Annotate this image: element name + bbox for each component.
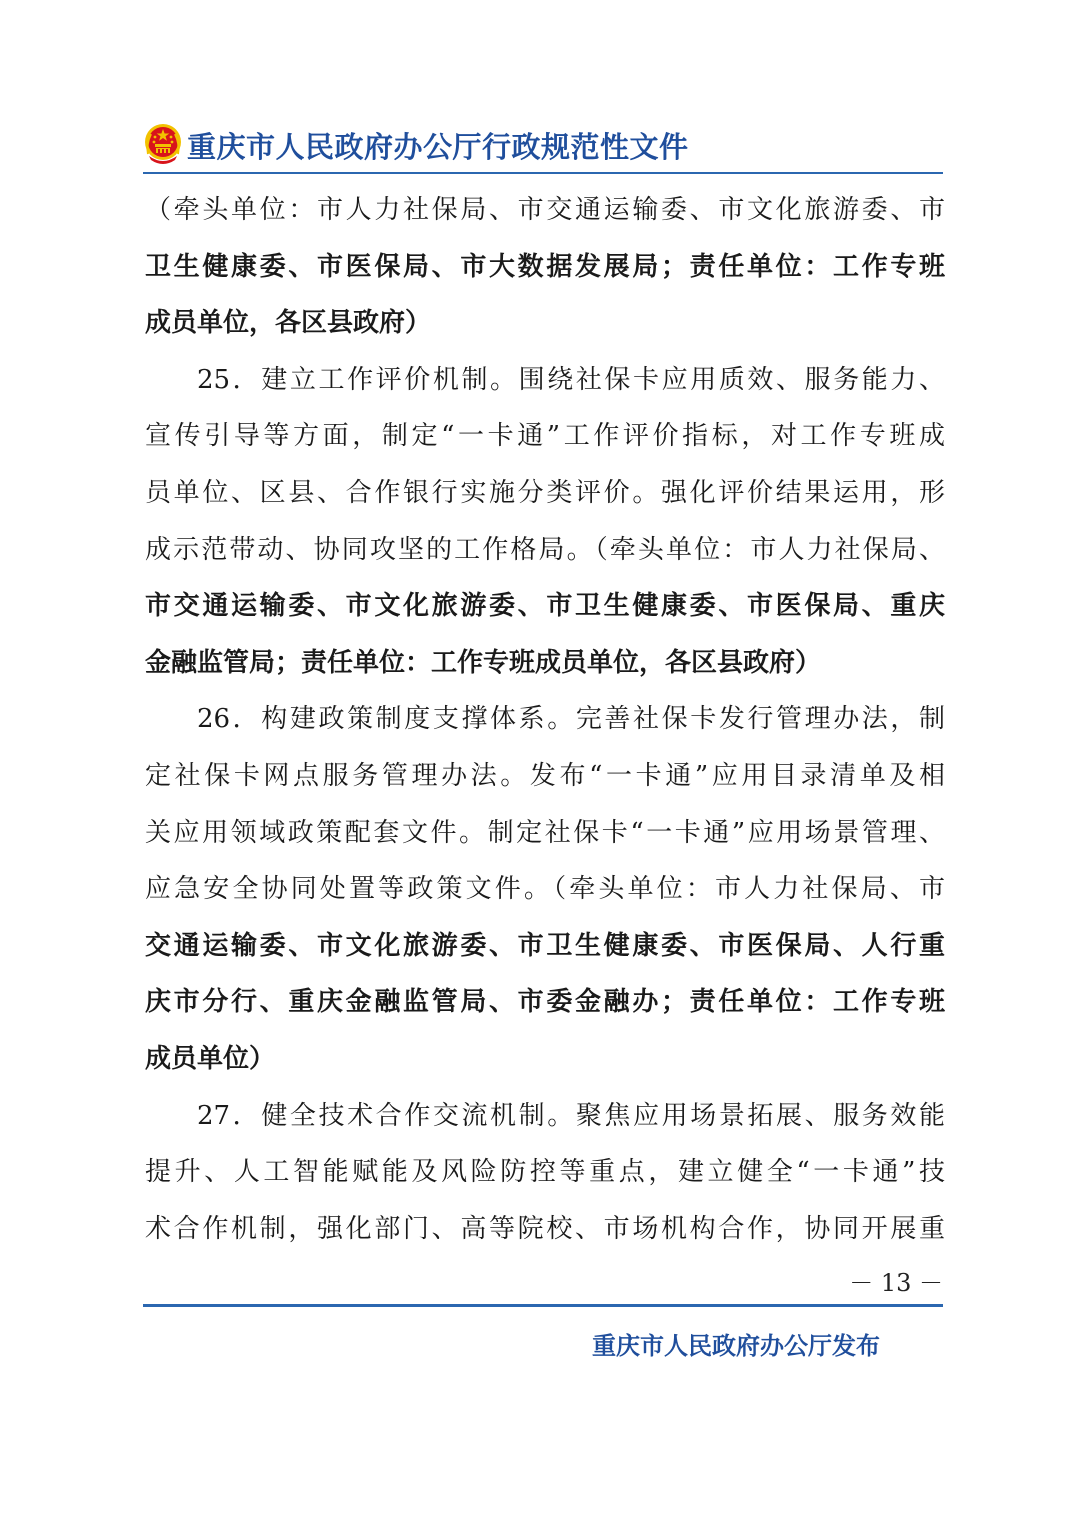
body-line: 应急安全协同处置等政策文件。（牵头单位：市人力社保局、市 [145,874,945,905]
body-line: 市交通运输委、市文化旅游委、市卫生健康委、市医保局、重庆 [145,591,945,622]
body-line: 交通运输委、市文化旅游委、市卫生健康委、市医保局、人行重 [145,930,945,961]
body-line: （牵头单位：市人力社保局、市交通运输委、市文化旅游委、市 [145,195,945,225]
page-number: － 13 － [849,1269,943,1297]
document-body [145,182,945,1257]
body-line: 成示范带动、协同攻坚的工作格局。（牵头单位：市人力社保局、 [145,534,945,565]
national-emblem-icon [143,122,183,164]
body-line: 成员单位） [145,1043,276,1074]
footer-divider [143,1304,943,1307]
body-line: 金融监管局；责任单位：工作专班成员单位，各区县政府） [145,647,822,678]
body-line: 提升、人工智能赋能及风险防控等重点，建立健全“一卡通”技 [145,1157,945,1188]
document-header [143,118,943,170]
footer-publisher: 重庆市人民政府办公厅发布 [592,1332,880,1360]
body-line: 庆市分行、重庆金融监管局、市委金融办；责任单位：工作专班 [145,987,945,1018]
body-line: 定社保卡网点服务管理办法。发布“一卡通”应用目录清单及相 [145,760,945,791]
body-line: 26．构建政策制度支撑体系。完善社保卡发行管理办法，制 [197,704,945,735]
body-line: 关应用领域政策配套文件。制定社保卡“一卡通”应用场景管理、 [145,817,945,848]
body-line: 成员单位，各区县政府） [145,308,432,339]
body-line: 卫生健康委、市医保局、市大数据发展局；责任单位：工作专班 [145,251,945,282]
header-title: 重庆市人民政府办公厅行政规范性文件 [187,130,689,164]
body-line: 员单位、区县、合作银行实施分类评价。强化评价结果运用，形 [145,477,945,508]
header-divider [143,172,943,174]
body-line: 27．健全技术合作交流机制。聚焦应用场景拓展、服务效能 [197,1100,945,1131]
body-line: 宣传引导等方面，制定“一卡通”工作评价指标，对工作专班成 [145,421,945,452]
body-line: 25．建立工作评价机制。围绕社保卡应用质效、服务能力、 [197,364,945,395]
body-line: 术合作机制，强化部门、高等院校、市场机构合作，协同开展重 [145,1213,945,1244]
